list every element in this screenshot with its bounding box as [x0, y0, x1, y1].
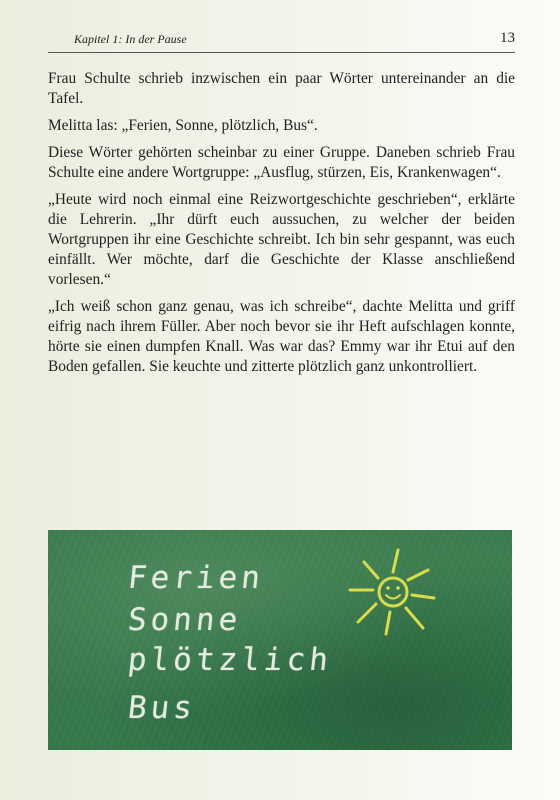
paragraph: „Ich weiß schon ganz genau, was ich schreibe“, dachte Melitta und griff eifrig nach ihrem Füller. Aber noch bevor sie ihr Heft aufschlagen konnte, hörte sie einen dumpfen Knall. Was war das? Emmy war ihr Etui auf den Boden gefallen. Sie keuchte und zitterte plötzlich ganz unkontrolliert.: [48, 298, 515, 375]
chalk-word-ferien: Ferien: [126, 560, 266, 596]
smiling-sun-icon: [328, 548, 438, 648]
paragraph: Diese Wörter gehörten scheinbar zu einer Gruppe. Daneben schrieb Frau Schulte eine andere Wortgruppe: „Ausflug, stürzen, Eis, Krankenwagen“.: [48, 144, 515, 181]
story-text: [48, 69, 515, 384]
chalk-word-bus: Bus: [126, 690, 198, 726]
paragraph: Melitta las: „Ferien, Sonne, plötzlich, Bus“.: [48, 117, 318, 134]
page-number: 13: [500, 30, 515, 46]
chalk-word-ploetzlich: plötzlich: [126, 642, 334, 678]
paragraph: „Heute wird noch einmal eine Reizwortgeschichte geschrieben“, erklärte die Lehrerin. „Ihr dürft euch aussuchen, zu welcher der beiden Wortgruppen ihr eine Geschichte schreibt. Ich bin sehr gespannt, was euch einfällt. Wer möchte, darf die Geschichte der Klasse anschließend vorlesen.“: [48, 191, 515, 288]
chapter-title: Kapitel 1: In der Pause: [74, 32, 187, 46]
page-header: [48, 30, 515, 53]
chalk-word-sonne: Sonne: [126, 602, 244, 638]
chalkboard-illustration: [48, 530, 512, 750]
paragraph: Frau Schulte schrieb inzwischen ein paar Wörter untereinander an die Tafel.: [48, 70, 515, 107]
